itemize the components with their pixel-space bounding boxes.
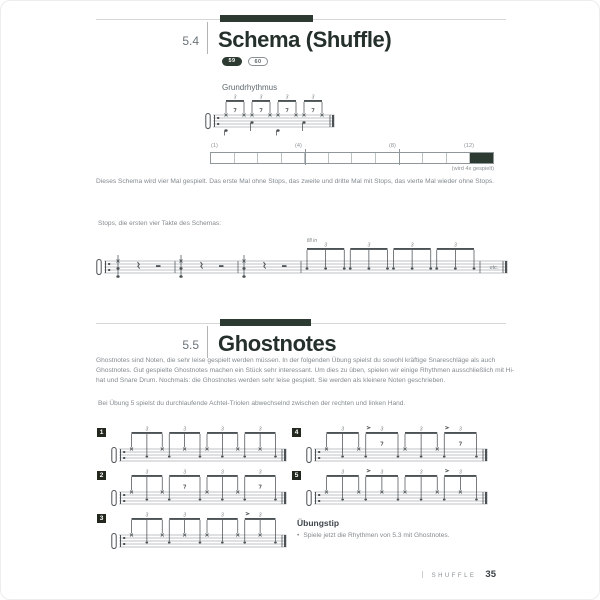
svg-text:3: 3 bbox=[458, 426, 462, 433]
bullet-marker: • bbox=[297, 532, 300, 539]
timeline-cell bbox=[258, 153, 282, 163]
exercise-number: 2 bbox=[97, 471, 106, 480]
svg-text:3: 3 bbox=[145, 469, 149, 476]
timeline-cell bbox=[305, 153, 329, 163]
svg-text:3: 3 bbox=[341, 469, 345, 476]
timeline-cell bbox=[352, 153, 376, 163]
svg-text:3: 3 bbox=[324, 242, 328, 249]
svg-text:3: 3 bbox=[458, 469, 462, 476]
music-staff-exercise-1 bbox=[111, 425, 287, 467]
exercise-number: 1 bbox=[97, 428, 106, 437]
music-staff-exercise-3 bbox=[111, 511, 287, 553]
section-accent-bar bbox=[220, 15, 313, 22]
svg-text:3: 3 bbox=[183, 512, 187, 519]
svg-text:3: 3 bbox=[220, 512, 224, 519]
svg-text:3: 3 bbox=[410, 242, 414, 249]
timeline-cell bbox=[423, 153, 447, 163]
timeline-note: (wird 4x gespielt) bbox=[451, 166, 494, 172]
svg-text:3: 3 bbox=[380, 469, 384, 476]
section-accent-bar bbox=[220, 319, 311, 326]
footer-section-label: SHUFFLE bbox=[431, 573, 477, 579]
tip-title: Übungstip bbox=[297, 518, 340, 528]
timeline-cell bbox=[400, 153, 424, 163]
stops-label: Stops, die ersten vier Takte des Schemas: bbox=[98, 220, 222, 227]
cd-track-badge: 59 bbox=[222, 57, 242, 66]
svg-text:3: 3 bbox=[183, 469, 187, 476]
intro-line: Bei Übung 5 spielst du durchlaufende Achtel-Triolen abwechselnd zwischen der rechten und linken Hand. bbox=[98, 400, 406, 407]
svg-text:etc.: etc. bbox=[489, 265, 499, 271]
music-staff-exercise-2 bbox=[111, 468, 287, 510]
section-number: 5.4 bbox=[182, 34, 199, 48]
svg-text:3: 3 bbox=[259, 94, 263, 101]
svg-text:3: 3 bbox=[453, 242, 457, 249]
exercise-number: 4 bbox=[292, 428, 301, 437]
svg-text:3: 3 bbox=[220, 469, 224, 476]
timeline-labels bbox=[210, 143, 494, 151]
timeline-cell bbox=[376, 153, 400, 163]
svg-text:3: 3 bbox=[419, 426, 423, 433]
svg-text:fill in: fill in bbox=[307, 237, 318, 244]
svg-text:3: 3 bbox=[145, 512, 149, 519]
timeline-cell bbox=[282, 153, 306, 163]
section-divider bbox=[207, 22, 208, 54]
timeline-major-tick bbox=[305, 149, 306, 165]
paragraph-schema: Dieses Schema wird vier Mal gespielt. Das erste Mal ohne Stops, das zweite und dritte Mal mit Stops, das vierte Mal wieder ohne Stops. bbox=[96, 178, 495, 185]
cd-track-badges bbox=[222, 57, 268, 66]
svg-text:3: 3 bbox=[285, 94, 289, 101]
section-title: Schema (Shuffle) bbox=[218, 27, 392, 52]
svg-text:3: 3 bbox=[380, 426, 384, 433]
music-staff-grundrhythmus bbox=[205, 93, 335, 137]
exercise-number: 5 bbox=[292, 471, 301, 480]
timeline-cell bbox=[470, 153, 493, 163]
timeline-cell bbox=[235, 153, 259, 163]
tip-bullet-text: Spiele jetzt die Rhythmen von 5.3 mit Ghostnotes. bbox=[303, 532, 450, 539]
page-footer bbox=[361, 569, 496, 580]
timeline-label: (12) bbox=[464, 143, 474, 149]
timeline-label: (1) bbox=[211, 143, 218, 149]
svg-text:3: 3 bbox=[258, 426, 262, 433]
timeline-label: (4) bbox=[295, 143, 302, 149]
timeline-cell bbox=[447, 153, 471, 163]
music-staff-stops bbox=[96, 237, 508, 283]
svg-text:3: 3 bbox=[183, 426, 187, 433]
page-number: 35 bbox=[485, 569, 496, 580]
timeline-label: (8) bbox=[389, 143, 396, 149]
svg-text:3: 3 bbox=[341, 426, 345, 433]
paragraph-ghostnotes: Ghostnotes sind Noten, die sehr leise gespielt werden müssen. In der folgenden Übung spielst du sowohl kräftige Snareschläge als auch Ghostnotes. Gut gespielte Ghostnotes machen ein Stück sehr interessant. Um dies zu üben, spielen wir einige Rhythmen ausschließlich mit Hi-hat und Snare Drum. Nochmals: die Ghostnotes werden sehr leise gespielt. Sie werden als kleinere Noten geschrieben. bbox=[96, 357, 515, 385]
svg-text:3: 3 bbox=[233, 94, 237, 101]
timeline-cell bbox=[329, 153, 353, 163]
section-divider bbox=[207, 326, 208, 358]
cd-track-badge: 60 bbox=[248, 57, 268, 66]
svg-text:3: 3 bbox=[145, 426, 149, 433]
music-staff-exercise-4 bbox=[306, 425, 488, 467]
tip-bullet-line bbox=[297, 532, 507, 539]
timeline-bar bbox=[210, 152, 494, 164]
form-timeline bbox=[210, 143, 494, 177]
svg-text:3: 3 bbox=[419, 469, 423, 476]
timeline-cell bbox=[211, 153, 235, 163]
section-title: Ghostnotes bbox=[218, 331, 337, 356]
svg-text:3: 3 bbox=[220, 426, 224, 433]
svg-text:3: 3 bbox=[258, 469, 262, 476]
timeline-major-tick bbox=[399, 149, 400, 165]
exercise-number: 3 bbox=[97, 514, 106, 523]
svg-text:3: 3 bbox=[367, 242, 371, 249]
music-staff-exercise-5 bbox=[306, 468, 488, 510]
footer-rule bbox=[422, 571, 423, 578]
svg-text:3: 3 bbox=[311, 94, 315, 101]
section-number: 5.5 bbox=[182, 338, 199, 352]
svg-text:3: 3 bbox=[258, 512, 262, 519]
subheading-grundrhythmus: Grundrhythmus bbox=[222, 83, 278, 92]
